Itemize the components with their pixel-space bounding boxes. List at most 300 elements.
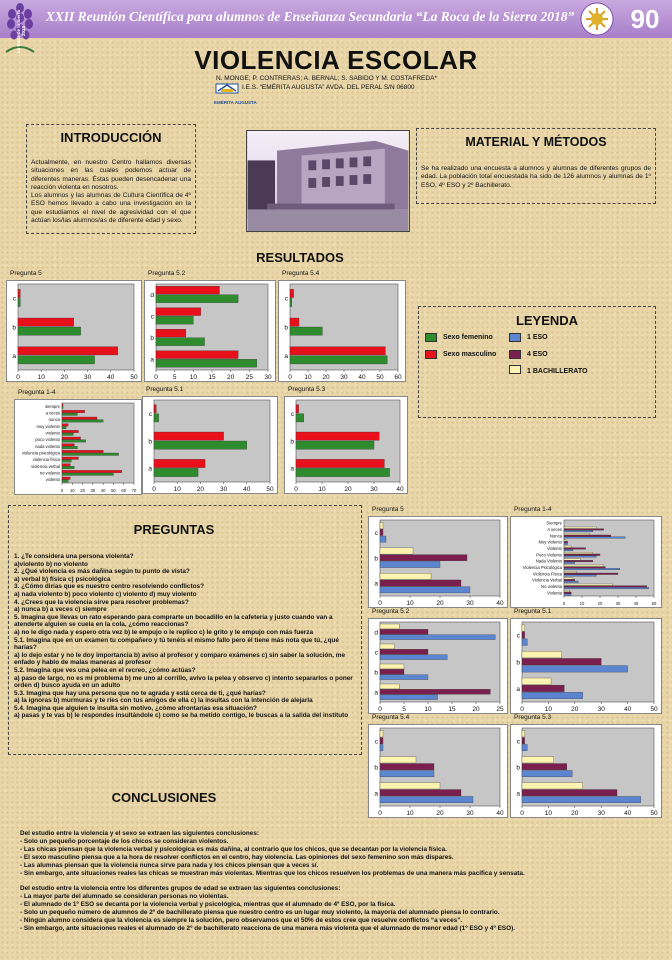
category-label: b [374, 555, 378, 563]
question-line: a)violento b) no violento [14, 560, 88, 568]
sun-logo-icon [580, 2, 614, 36]
bar [380, 770, 434, 776]
bar [62, 470, 122, 472]
x-tick-label: 0 [562, 601, 566, 606]
category-label: b [12, 324, 16, 332]
bar [380, 689, 490, 694]
x-tick-label: 40 [496, 600, 504, 607]
bar [62, 440, 86, 442]
question-line: 5. Imagina que llevas un rato esperando para comprarte un bocadillo en la cafetería y justo cuando van a atenderte alguien se cuela en la cola, ¿cómo reaccionas? [14, 613, 333, 629]
x-tick-label: 50 [266, 486, 274, 493]
category-label: a [148, 465, 152, 473]
x-tick-label: 50 [651, 601, 657, 606]
intro-title: INTRODUCCIÓN [60, 130, 162, 145]
bar [564, 567, 605, 569]
chart-age-pregunta-5-1 [510, 608, 662, 714]
x-tick-label: 0 [520, 810, 524, 817]
school-photo [246, 130, 410, 232]
methods-panel [416, 128, 656, 204]
question-line: 5.4. Imagina que alguien te insulta sin motivo, ¿cómo afrontarías esa situación? [14, 704, 257, 712]
chart-title: Pregunta 5.3 [288, 386, 326, 393]
bar [290, 289, 294, 297]
bar [18, 356, 95, 364]
chart-sex-pregunta-5-2 [144, 270, 276, 382]
x-tick-label: 10 [544, 810, 553, 817]
chart-svg [14, 399, 142, 495]
question-line: 5.2. Imagina que ves una pelea en el recreo, ¿cómo actúas? [14, 666, 196, 674]
x-tick-label: 50 [376, 374, 384, 381]
bar [62, 473, 113, 475]
category-label: c [290, 410, 294, 418]
bar [62, 460, 71, 462]
bar [522, 770, 572, 776]
x-tick-label: 10 [579, 601, 585, 606]
x-tick-label: 20 [80, 488, 85, 493]
question-line: 5.1. Imagina que en un examen tu compañero y tú tenéis el mismo fallo pero él tiene más nota que tú, ¿qué harías? [14, 636, 339, 652]
bar [564, 565, 604, 567]
bar [296, 441, 374, 449]
x-tick-label: 0 [288, 374, 292, 381]
bar [564, 584, 613, 586]
bar [564, 540, 566, 542]
questions-list [9, 537, 361, 720]
x-tick-label: 10 [424, 706, 432, 713]
bar [564, 552, 593, 554]
category-label: b [290, 438, 294, 446]
bar [18, 318, 74, 326]
bar [290, 327, 322, 335]
bar [62, 437, 81, 439]
bar [62, 450, 103, 452]
x-tick-label: 30 [370, 486, 378, 493]
bar [564, 592, 571, 594]
category-label: a [284, 352, 288, 360]
conclusions-text [20, 830, 660, 933]
bar [522, 692, 583, 699]
chart-svg [510, 618, 662, 714]
x-tick-label: 20 [344, 486, 352, 493]
x-tick-label: 50 [111, 488, 116, 493]
conclusion-line: - Las chicas piensan que la violencia verbal y psicológica es más dañina, al contrario que los chicos, que se decantan por la violencia física. [20, 845, 447, 853]
x-tick-label: 40 [496, 810, 504, 817]
chart-title: Pregunta 5.1 [146, 386, 184, 393]
category-label: b [516, 764, 520, 772]
conclusions-title: CONCLUSIONES [111, 790, 217, 805]
methods-text: Se ha realizado una encuesta a alumnos y alumnas de diferentes grupos de edad. La población total encuestada ha sido de 126 alumnos y alumnas de 1º ESO, 4º ESO y 2º Bachillerato. [421, 165, 651, 189]
bar [290, 347, 385, 355]
category-label: c [374, 738, 378, 746]
bar [380, 573, 431, 579]
x-tick-label: 10 [69, 488, 75, 493]
chart-age-pregunta-5-2 [368, 608, 508, 714]
category-label: c [516, 632, 520, 640]
x-tick-label: 60 [394, 374, 402, 381]
category-label: b [374, 764, 378, 772]
chart-svg [510, 516, 662, 608]
x-tick-label: 50 [650, 810, 658, 817]
chart-svg [368, 516, 508, 608]
bar [62, 404, 63, 406]
bar [522, 783, 583, 789]
category-label: Violencia Física [532, 571, 562, 577]
bar [62, 480, 68, 482]
bar [564, 581, 578, 583]
x-tick-label: 0 [16, 374, 20, 381]
bar [522, 658, 601, 665]
bar [62, 413, 77, 415]
x-tick-label: 20 [436, 600, 444, 607]
logo-left-text: La Roca de la Sierra 2018 [16, 9, 26, 53]
bar [522, 738, 525, 744]
category-label: c [374, 649, 378, 657]
bar [564, 579, 575, 581]
bar [156, 308, 201, 316]
category-label: c [12, 295, 16, 303]
chart-age-pregunta-5-3 [510, 714, 662, 818]
category-label: A veces [547, 526, 562, 532]
legend-label-1eso: 1 ESO [527, 334, 548, 341]
bar [156, 286, 219, 294]
x-tick-label: 40 [623, 706, 632, 713]
bar [156, 295, 238, 303]
category-label: nunca [48, 417, 60, 423]
bar [296, 459, 384, 467]
emerita-augusta-logo [214, 82, 257, 105]
legend-swatch-female [425, 333, 437, 342]
bar [154, 432, 224, 440]
category-label: d [150, 292, 154, 300]
chart-age-pregunta-5 [368, 506, 508, 608]
x-tick-label: 10 [318, 486, 326, 493]
chart-title: Pregunta 5.1 [514, 608, 552, 615]
conclusion-line: Del estudio entre la violencia y el sexo se extraen las siguientes conclusiones: [20, 830, 260, 837]
author-names: N. MONGE; P. CONTRERAS; A. BERNAL; S. SABIDO Y M. COSTAFREDA* [216, 75, 437, 82]
bar [62, 444, 74, 446]
bar [290, 318, 299, 326]
category-label: siempre [45, 403, 60, 409]
x-tick-label: 0 [294, 486, 298, 493]
category-label: a [150, 356, 154, 364]
category-label: b [148, 438, 152, 446]
question-line: a) pasas y te vas b) le respondes insultándole c) como se ha metido contigo, le buscas a la salida del instituto [14, 712, 349, 720]
question-line: 1. ¿Te considera una persona violenta? [14, 553, 134, 560]
bar [522, 632, 525, 639]
category-label: Nada Violento [535, 558, 562, 564]
bar [522, 796, 641, 802]
conclusion-line: - El sexo masculino piensa que a la hora de resolver conflictos en el centro, hay violencia. Las opiniones del sexo femenino son más dispares. [20, 853, 454, 861]
chart-svg [142, 396, 278, 494]
category-label: No violenta [541, 583, 562, 589]
chart-svg [510, 724, 662, 818]
x-tick-label: 30 [615, 601, 621, 606]
bar [380, 561, 440, 567]
x-tick-label: 40 [358, 374, 366, 381]
chart-age-pregunta-1-4 [510, 506, 662, 608]
x-tick-label: 40 [243, 486, 251, 493]
bar [380, 580, 461, 586]
bar [380, 635, 495, 640]
category-label: violento [45, 477, 60, 483]
bar [380, 649, 428, 654]
x-tick-label: 50 [130, 374, 138, 381]
bar [564, 575, 596, 577]
category-label: violencia verbal [31, 463, 60, 469]
bar [154, 414, 159, 422]
bar [380, 796, 473, 802]
bar [380, 523, 383, 529]
category-label: Nunca [549, 533, 562, 539]
x-tick-label: 0 [378, 706, 382, 713]
banner-title: XXII Reunión Científica para alumnos de Enseñanza Secundaria “La Roca de la Sierra 2018” [45, 9, 575, 24]
question-line: 2. ¿Qué violencia es más dañina según tu punto de vista? [14, 568, 190, 576]
bar [522, 666, 628, 673]
x-tick-label: 40 [100, 488, 106, 493]
x-tick-label: 5 [172, 374, 177, 381]
bar [564, 537, 625, 539]
bar [522, 685, 564, 692]
bar [522, 790, 617, 796]
bar [564, 587, 649, 589]
bar [62, 446, 77, 448]
x-tick-label: 30 [597, 810, 605, 817]
x-tick-label: 20 [472, 706, 480, 713]
bar [62, 433, 73, 435]
category-label: nada violento [35, 443, 60, 449]
bar [564, 548, 586, 550]
x-tick-label: 20 [571, 706, 579, 713]
x-tick-label: 30 [83, 374, 92, 381]
intro-panel [26, 124, 196, 234]
bar [62, 464, 70, 466]
x-tick-label: 10 [406, 810, 414, 817]
question-line: a) lo dejo estar y no le doy importancia b) aviso al profesor y comparo exámenes c) sin saber la solución, me enfado y hablo de malas maneras al profesor [14, 651, 345, 667]
poster-title: VIOLENCIA ESCOLAR [194, 45, 478, 75]
conclusion-line: - Sin embargo, ante situaciones reales el alumnado de 2º de bachillerato reacciona de una manera más violenta que el alumnado de menor edad (1º ESO y 4º ESO). [20, 924, 515, 932]
bar [380, 629, 428, 634]
x-tick-label: 10 [189, 374, 197, 381]
bar [18, 327, 81, 335]
category-label: a [516, 685, 520, 693]
bar [564, 568, 620, 570]
category-label: violento [45, 430, 60, 436]
institution: I.E.S. “EMÉRITA AUGUSTA” AVDA. DEL PERAL S/N 06800 [242, 84, 415, 91]
bar [156, 338, 205, 346]
bar [296, 432, 379, 440]
conclusion-line: - El alumnado de 1º ESO se decanta por la violencia verbal y psicológica, mientras que el alumnado de 4º ESO, por la física. [20, 901, 396, 909]
chart-sex-pregunta-5-4 [278, 270, 406, 382]
bar [564, 559, 580, 561]
legend-swatch-1eso [509, 333, 521, 342]
x-tick-label: 20 [60, 374, 69, 381]
x-tick-label: 5 [402, 706, 406, 713]
question-line: a) nada violento b) poco violento c) violento d) muy violento [14, 590, 197, 598]
bar [380, 587, 470, 593]
chart-title: Pregunta 5 [372, 506, 404, 513]
bar [522, 731, 525, 737]
category-label: b [284, 324, 288, 332]
bar [154, 468, 198, 476]
category-label: c [150, 313, 154, 321]
intro-text: Actualmente, en nuestro Centro hallamos diversas situaciones en las cuales podemos actuar de diferentes maneras. Éstas pueden desencadenar una reacción violenta en nosotros. Los alumnos y las alumnas de Cultura Científica de 4º ESO hemos llevado a cabo una investigación en la que estudiamos el nivel de agresividad con el que actúan los/las alumnos/as de diferente edad y sexo. [31, 159, 191, 225]
bar [380, 744, 383, 750]
bar [62, 426, 66, 428]
bar [380, 536, 386, 542]
x-tick-label: 25 [496, 706, 504, 713]
x-tick-label: 20 [322, 374, 330, 381]
chart-svg [368, 724, 508, 818]
chart-sex-pregunta-5-3 [284, 386, 408, 494]
bar [564, 573, 618, 575]
results-title: RESULTADOS [256, 250, 344, 265]
conclusion-line: - Ningún alumno considera que la violencia es siempre la solución, pero observamos que el 50% de estos cree que resuelve conflictos “a veces”. [20, 917, 463, 925]
chart-svg [278, 280, 406, 382]
legend-swatch-male [425, 350, 437, 359]
chart-title: Pregunta 5.4 [372, 714, 410, 721]
chart-title: Pregunta 5.2 [372, 608, 410, 615]
category-label: a [290, 465, 294, 473]
x-tick-label: 0 [520, 706, 524, 713]
category-label: d [374, 629, 378, 637]
bar [380, 675, 428, 680]
bar [290, 298, 292, 306]
legend-label-male: Sexo masculino [443, 351, 497, 358]
category-label: Muy violento [538, 539, 562, 545]
bar [380, 624, 399, 629]
category-label: Violencia Verbal [532, 577, 562, 583]
questions-panel [8, 505, 362, 755]
x-tick-label: 40 [107, 374, 115, 381]
category-label: c [284, 295, 288, 303]
x-tick-label: 40 [633, 601, 639, 606]
x-tick-label: 30 [466, 810, 474, 817]
category-label: poco violento [35, 437, 60, 443]
bar [380, 757, 416, 763]
school-logo-text: EMÉRITA AUGUSTA [214, 100, 257, 105]
category-label: no violento [39, 470, 60, 476]
x-tick-label: 0 [378, 600, 382, 607]
bar [522, 764, 567, 770]
bar [564, 556, 596, 558]
category-label: c [516, 738, 520, 746]
bar [62, 430, 78, 432]
bar [380, 548, 413, 554]
conclusion-line [20, 877, 660, 885]
bar [296, 405, 299, 413]
bar [564, 543, 568, 545]
chart-title: Pregunta 5.3 [514, 714, 552, 721]
chart-sex-pregunta-5-1 [142, 386, 278, 494]
x-tick-label: 10 [173, 486, 181, 493]
question-line: a) no le digo nada y espero otra vez b) le empujo o le replico c) le grito y le empujo con más fuerza [14, 628, 314, 636]
x-tick-label: 30 [264, 374, 272, 381]
bar [564, 546, 571, 548]
bar [380, 731, 383, 737]
school-logo-icon [214, 83, 240, 95]
bar [522, 744, 527, 750]
category-label: violencia física [32, 457, 60, 463]
question-line: a) la ignoras b) murmuras y te ríes con tus amigos de ella c) la insultas con la intención de alejarla [14, 697, 313, 705]
chart-sex-pregunta-1-4 [14, 389, 142, 495]
bar [380, 664, 404, 669]
bar [380, 669, 404, 674]
bar [564, 529, 604, 531]
bar [18, 347, 118, 355]
bar [380, 695, 438, 700]
x-tick-label: 30 [466, 600, 474, 607]
bar [62, 410, 85, 412]
bar [62, 457, 78, 459]
bar [380, 555, 467, 561]
chart-svg [144, 280, 276, 382]
legend-swatch-bach [509, 365, 521, 374]
bar [62, 417, 97, 419]
bar [522, 757, 554, 763]
bar [564, 560, 593, 562]
chart-age-pregunta-5-4 [368, 714, 508, 818]
bar [18, 298, 20, 306]
question-line: 4. ¿Crees que la violencia sirve para resolver problemas? [14, 598, 189, 606]
x-tick-label: 15 [448, 706, 456, 713]
bar [564, 530, 593, 532]
bar [62, 424, 68, 426]
x-tick-label: 30 [219, 486, 228, 493]
bar [380, 655, 447, 660]
bar [154, 459, 205, 467]
bar [380, 764, 434, 770]
category-label: a [374, 790, 378, 798]
x-tick-label: 30 [340, 374, 348, 381]
chart-title: Pregunta 5.4 [282, 270, 320, 277]
bar [564, 527, 596, 529]
bar [296, 468, 390, 476]
category-label: a veces [45, 410, 60, 416]
x-tick-label: 30 [597, 706, 605, 713]
x-tick-label: 20 [436, 810, 444, 817]
x-tick-label: 10 [304, 374, 312, 381]
bar [62, 406, 63, 408]
question-line: 5.3. Imagina que hay una persona que no te agrada y está cerca de ti, ¿qué harías? [14, 689, 266, 697]
x-tick-label: 40 [623, 810, 632, 817]
bar [296, 414, 304, 422]
x-tick-label: 30 [90, 488, 96, 493]
legend-label-female: Sexo femenino [443, 334, 493, 341]
bar [154, 441, 247, 449]
category-label: violencia psicológica [21, 450, 60, 456]
conclusion-line: Del estudio entre la violencia entre los diferentes grupos de edad se extraen las siguientes conclusiones: [20, 885, 341, 893]
x-tick-label: 20 [227, 374, 235, 381]
x-tick-label: 70 [131, 488, 137, 493]
bar [564, 578, 573, 580]
category-label: b [374, 669, 378, 677]
bar [154, 405, 156, 413]
bar [156, 351, 238, 359]
bar [62, 466, 74, 468]
x-tick-label: 0 [60, 488, 64, 493]
bar [564, 554, 600, 556]
chart-title: Pregunta 5.2 [148, 270, 186, 277]
x-tick-label: 15 [208, 374, 216, 381]
legend-label-bach: 1 BACHILLERATO [527, 368, 588, 375]
category-label: a [516, 790, 520, 798]
bar [156, 316, 193, 324]
category-label: a [374, 689, 378, 697]
bar [522, 639, 527, 646]
methods-title: MATERIAL Y MÉTODOS [465, 135, 607, 149]
bar [156, 329, 186, 337]
question-line: 3. ¿Cómo dirías que es nuestro centro resolviendo conflictos? [14, 583, 204, 591]
category-label: Violento [546, 545, 562, 551]
x-tick-label: 20 [597, 601, 603, 606]
